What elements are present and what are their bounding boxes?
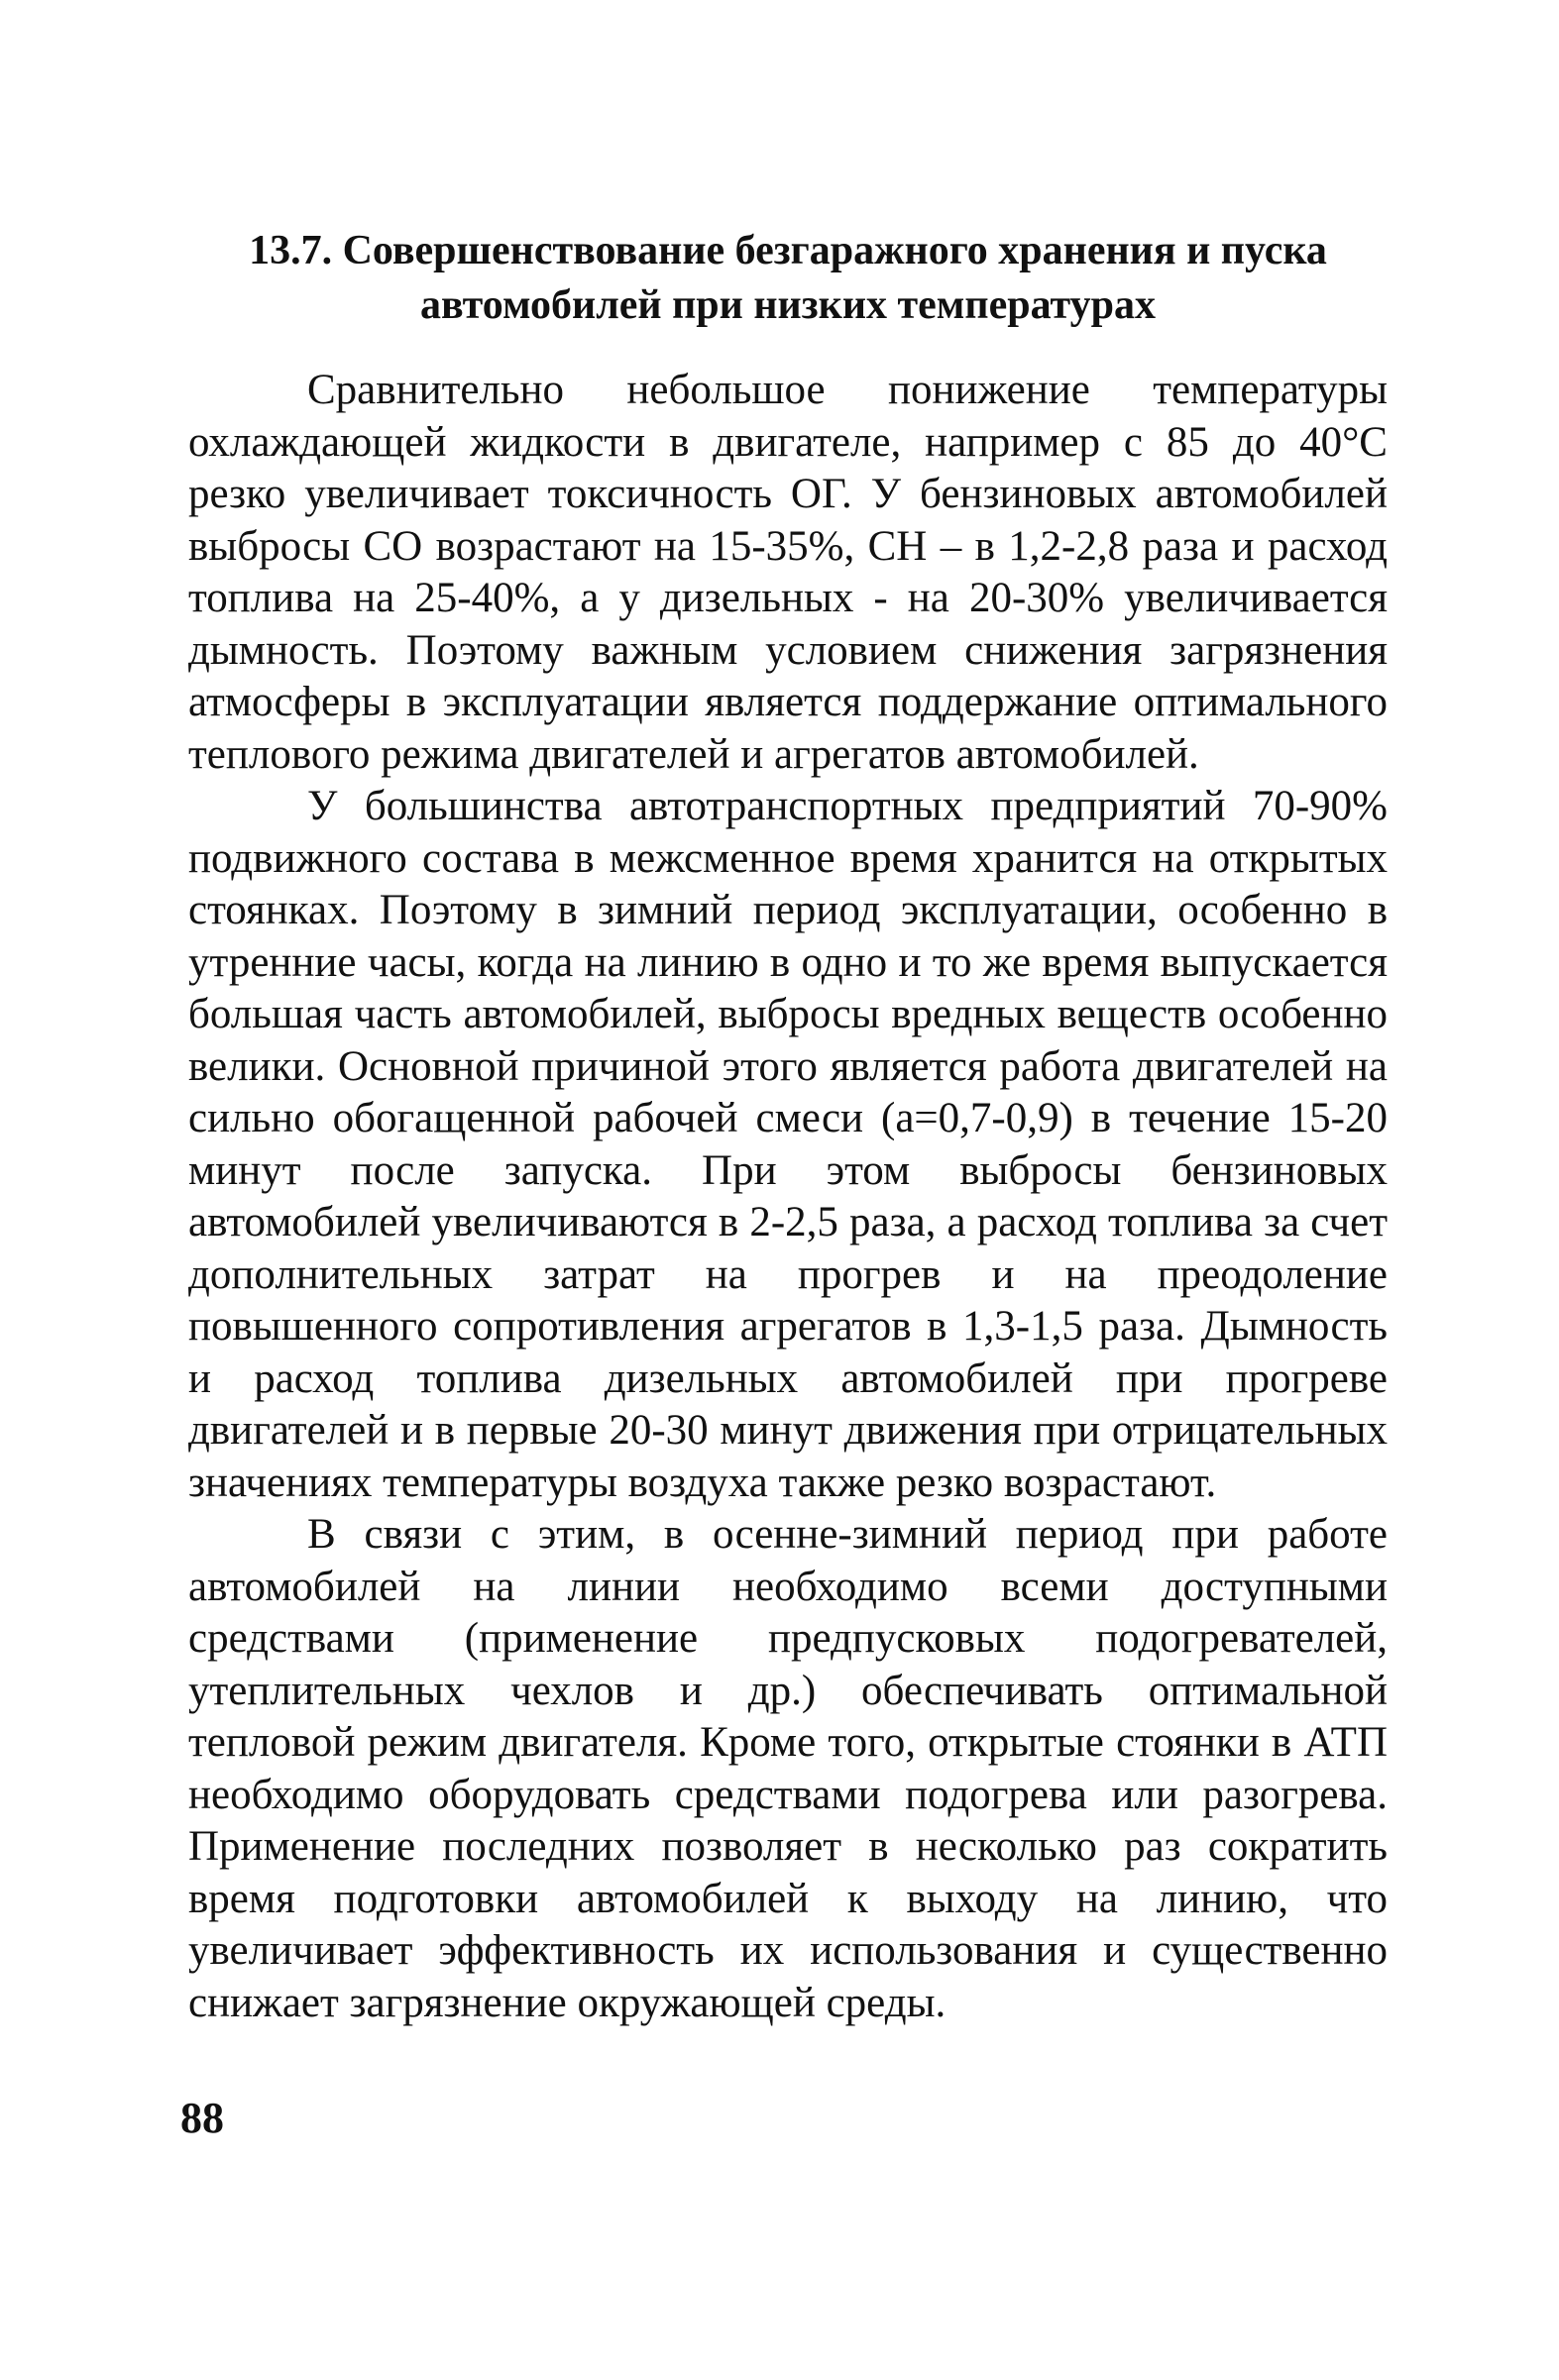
paragraph-2: У большинства автотранспортных предприятий 70-90% подвижного состава в межсменное время хранится на открытых стоянках. Поэтому в зимний период эксплуатации, особенно в утренние часы, когда на линию в одно и то же время выпускается большая часть автомобилей, выбросы вредных веществ особенно велики. Основной причиной этого является работа двигателей на сильно обогащенной рабочей смеси (a=0,7-0,9) в течение 15-20 минут после запуска. При этом выбросы бензиновых автомобилей увеличиваются в 2-2,5 раза, а расход топлива за счет дополнительных затрат на прогрев и на преодоление повышенного сопротивления агрегатов в 1,3-1,5 раза. Дымность и расход топлива дизельных автомобилей при прогреве двигателей и в первые 20-30 минут движения при отрицательных значениях температуры воздуха также резко возрастают.	[188, 783, 1388, 1506]
paragraph-3: В связи с этим, в осенне-зимний период при работе автомобилей на линии необходимо всеми доступными средствами (применение предпусковых подогревателей, утеплительных чехлов и др.) обеспечивать оптимальной тепловой режим двигателя. Кроме того, открытые стоянки в АТП необходимо оборудовать средствами подогрева или разогрева. Применение последних позволяет в несколько раз сократить время подготовки автомобилей к выходу на линию, что увеличивает эффективность их использования и существенно снижает загрязнение окружающей среды.	[188, 1511, 1388, 2026]
section-heading	[188, 224, 1388, 333]
page-number: 88	[180, 2094, 224, 2142]
body-text	[188, 365, 1388, 2029]
section-heading-line-1: 13.7. Совершенствование безгаражного хранения и пуска	[249, 228, 1327, 273]
section-heading-line-2: автомобилей при низких температурах	[420, 282, 1156, 328]
paragraph-1: Сравнительно небольшое понижение температуры охлаждающей жидкости в двигателе, например с 85 до 40°С резко увеличивает токсичность ОГ. У бензиновых автомобилей выбросы СО возрастают на 15-35%, СН – в 1,2-2,8 раза и расход топлива на 25-40%, а у дизельных - на 20-30% увеличивается дымность. Поэтому важным условием снижения загрязнения атмосферы в эксплуатации является поддержание оптимального теплового режима двигателей и агрегатов автомобилей.	[188, 367, 1388, 778]
